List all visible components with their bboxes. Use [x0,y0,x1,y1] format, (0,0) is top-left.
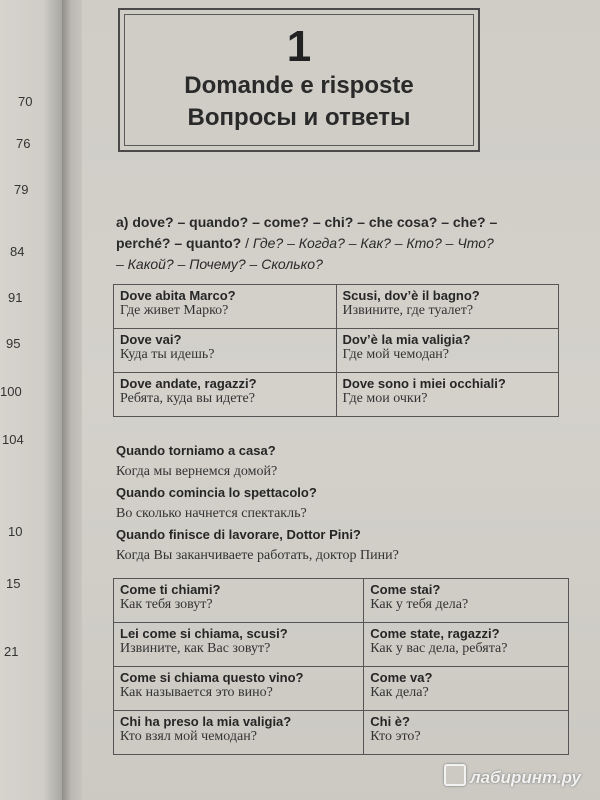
phrase-italian: Chi è? [370,714,410,729]
phrase-italian: Quando finisce di lavorare, Dottor Pini? [116,527,361,542]
phrase-table-dove [113,284,559,417]
labyrinth-logo-icon [444,764,466,786]
table-row [114,329,559,373]
table-cell [336,373,559,417]
page-number: 10 [8,524,23,539]
page-number: 70 [18,94,33,109]
page-number: 104 [2,432,24,447]
table-row [114,711,569,755]
table-row [114,373,559,417]
chapter-title-russian: Вопросы и ответы [187,104,411,131]
page-number: 91 [8,290,23,305]
phrase-russian: Кто это? [370,729,421,744]
table-row [114,623,569,667]
section-label: a) [116,214,129,230]
phrase-russian: Ребята, куда вы идете? [120,391,255,406]
page-number: 84 [10,244,25,259]
book-gutter [62,0,82,800]
phrase-italian: Come va? [370,670,433,685]
phrase-russian: Где живет Марко? [120,303,229,318]
question-words-ru-line2: Где? – Когда? – Как? – Кто? – Что? [252,235,494,251]
table-cell [364,711,569,755]
phrase-italian: Come stai? [370,582,441,597]
question-words-it-line2: perché? – quanto? [116,235,242,251]
phrase-italian: Quando torniamo a casa? [116,443,276,458]
table-cell [114,667,364,711]
phrase-italian: Come si chiama questo vino? [120,670,304,685]
quando-phrases [116,440,576,566]
table-cell [336,329,559,373]
page-number: 79 [14,182,29,197]
phrase-italian: Quando comincia lo spettacolo? [116,485,317,500]
phrase-italian: Chi ha preso la mia valigia? [120,714,292,729]
watermark [444,764,581,788]
phrase-russian: Как называется это вино? [120,685,273,700]
phrase-table-come [113,578,569,755]
question-words-ru-line3: – Какой? – Почему? – Сколько? [116,256,323,272]
table-cell [114,285,337,329]
table-cell [364,667,569,711]
table-row [114,285,559,329]
table-cell [114,579,364,623]
phrase-italian: Dove vai? [120,332,182,347]
chapter-title-italian: Domande e risposte [184,72,414,99]
phrase-italian: Dove sono i miei occhiali? [342,376,506,391]
table-cell [114,623,364,667]
phrase-russian: Во сколько начнется спектакль? [116,506,307,521]
phrase-russian: Когда мы вернемся домой? [116,464,278,479]
phrase-russian: Извините, где туалет? [342,303,474,318]
page-number: 21 [4,644,19,659]
left-page [0,0,62,800]
phrase-russian: Как у вас дела, ребята? [370,641,508,656]
table-cell [114,711,364,755]
page-number: 15 [6,576,21,591]
phrase-russian: Как у тебя дела? [370,597,469,612]
phrase-russian: Как тебя зовут? [120,597,213,612]
phrase-russian: Куда ты идешь? [120,347,215,362]
phrase-russian: Когда Вы заканчиваете работать, доктор Пини? [116,548,399,563]
phrase-russian: Кто взял мой чемодан? [120,729,257,744]
phrase-russian: Где мой чемодан? [342,347,449,362]
table-cell [336,285,559,329]
question-words-it-line1: dove? – quando? – come? – chi? – che cosa? – che? – [132,214,498,230]
phrase-italian: Dove andate, ragazzi? [120,376,257,391]
phrase-italian: Dov’è la mia valigia? [342,332,471,347]
phrase-russian: Извините, как Вас зовут? [120,641,271,656]
table-cell [114,329,337,373]
phrase-italian: Come state, ragazzi? [370,626,500,641]
separator: / [241,235,253,251]
phrase-italian: Come ti chiami? [120,582,221,597]
table-cell [114,373,337,417]
table-row [114,667,569,711]
phrase-italian: Scusi, dov’è il bagno? [342,288,480,303]
phrase-russian: Как дела? [370,685,429,700]
section-a-heading [116,212,566,275]
page-number: 95 [6,336,21,351]
phrase-italian: Lei come si chiama, scusi? [120,626,288,641]
chapter-title-box [118,8,480,152]
chapter-number: 1 [286,22,312,71]
watermark-text: лабиринт.ру [470,768,581,787]
phrase-italian: Dove abita Marco? [120,288,236,303]
table-cell [364,579,569,623]
page-number: 76 [16,136,31,151]
table-cell [364,623,569,667]
page-number: 100 [0,384,22,399]
phrase-russian: Где мои очки? [342,391,428,406]
table-row [114,579,569,623]
